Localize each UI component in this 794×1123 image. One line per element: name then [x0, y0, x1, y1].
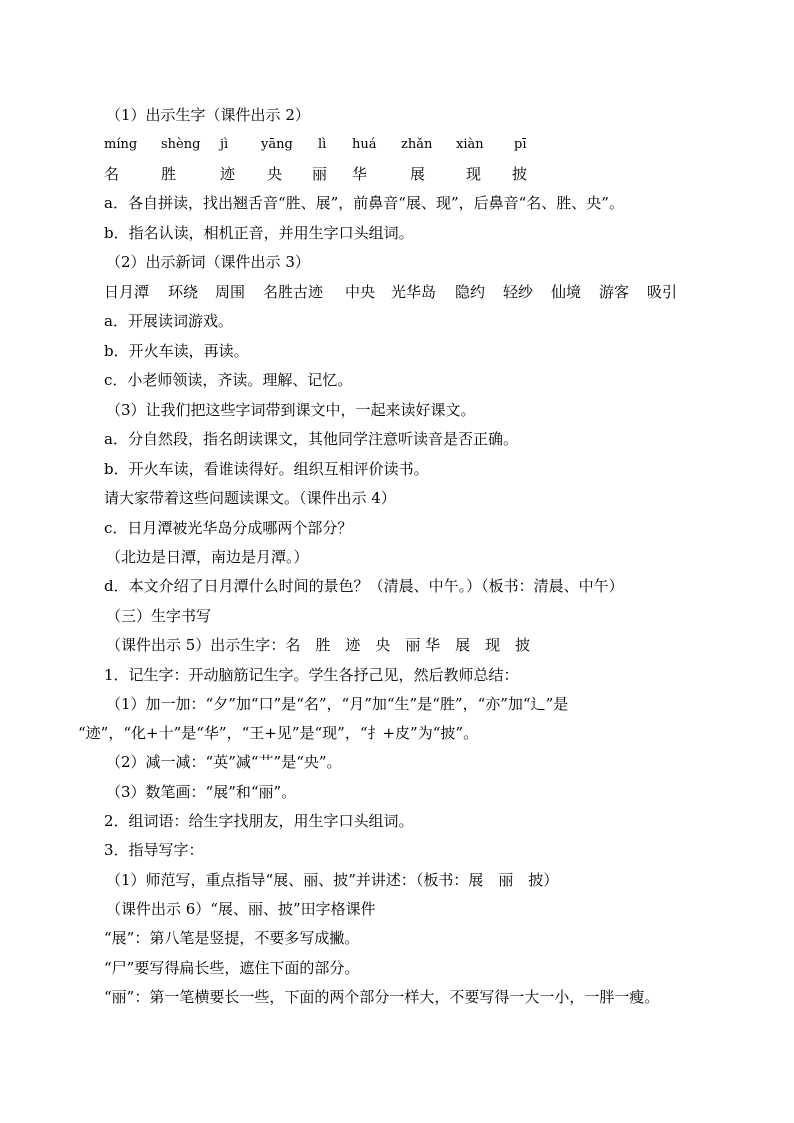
text-line: c．日月潭被光华岛分成哪两个部分？ [104, 519, 353, 537]
text-line: c．小老师领读，齐读。理解、记忆。 [104, 371, 353, 389]
text-line: （2）减一减：“英”减“艹”是“央”。 [106, 753, 342, 771]
character-item: 华 [352, 165, 368, 183]
pinyin-item: huá [352, 137, 377, 152]
text-line: b．开火车读，再读。 [104, 342, 249, 360]
word-item: 名胜古迹 [263, 283, 324, 301]
character-item: 名 [104, 165, 120, 183]
text-line: （1）师范写，重点指导“展、丽、披”并讲述：（板书：展 丽 披） [106, 871, 559, 889]
word-item: 吸引 [647, 283, 678, 301]
pinyin-item: míng [104, 137, 138, 152]
pinyin-item: xiàn [456, 137, 484, 152]
pinyin-item: pī [514, 137, 527, 152]
pinyin-item: yāng [261, 137, 293, 152]
word-item: 隐约 [455, 283, 486, 301]
text-line: （1）加一加：“夕”加“口”是“名”，“月”加“生”是“胜”，“亦”加“辶”是 [106, 695, 569, 713]
text-line: 请大家带着这些问题读课文。（课件出示 4） [104, 489, 396, 507]
word-item: 日月潭 [104, 283, 150, 301]
text-line: “展”：第八笔是竖提，不要多写成撇。 [104, 929, 360, 947]
text-line: 3．指导写字： [104, 841, 204, 859]
text-line: “迹”，“化+十”是“华”，“王+见”是“现”，“扌+皮”为“披”。 [78, 724, 479, 742]
word-item: 周围 [215, 283, 246, 301]
text-line: b．开火车读，看谁读得好。组织互相评价读书。 [104, 460, 429, 478]
text-line: b．指名认读，相机正音，并用生字口头组词。 [104, 224, 414, 242]
word-item: 仙境 [551, 283, 582, 301]
text-line: d．本文介绍了日月潭什么时间的景色？（清晨、中午。）（板书：清晨、中午） [104, 577, 624, 595]
word-item: 中央 [345, 283, 376, 301]
character-item: 丽 [312, 165, 328, 183]
pinyin-item: shèng [161, 137, 201, 152]
text-line: a．分自然段，指名朗读课文，其他同学注意听读音是否正确。 [104, 430, 518, 448]
character-item: 胜 [161, 165, 177, 183]
word-item: 游客 [599, 283, 630, 301]
word-item: 轻纱 [503, 283, 534, 301]
text-line: 2．组词语：给生字找朋友，用生字口头组词。 [104, 812, 414, 830]
text-line: a．开展读词游戏。 [104, 312, 233, 330]
text-line: （课件出示 5）出示生字：名 胜 迹 央 丽 华 展 现 披 [106, 636, 531, 654]
text-line: （北边是日潭，南边是月潭。） [106, 548, 309, 566]
section-heading-show-characters: （1）出示生字（课件出示 2） [106, 106, 310, 124]
character-item: 迹 [220, 165, 236, 183]
text-line: （课件出示 6）“展、丽、披”田字格课件 [106, 900, 376, 918]
word-item: 环绕 [168, 283, 199, 301]
character-item: 展 [410, 165, 426, 183]
text-line: （3）让我们把这些字词带到课文中，一起来读好课文。 [106, 401, 476, 419]
word-item: 光华岛 [391, 283, 437, 301]
section-heading-writing: （三）生字书写 [106, 607, 212, 625]
text-line: （3）数笔画：“展”和“丽”。 [106, 783, 297, 801]
text-line: “尸”要写得扁长些，遮住下面的部分。 [104, 959, 360, 977]
pinyin-item: zhǎn [401, 137, 433, 152]
text-line: “丽”：第一笔横要长一些，下面的两个部分一样大，不要写得一大一小，一胖一瘦。 [104, 988, 660, 1006]
section-heading-new-words: （2）出示新词（课件出示 3） [106, 253, 310, 271]
text-line: a．各自拼读，找出翘舌音“胜、展”，前鼻音“展、现”，后鼻音“名、胜、央”。 [104, 194, 624, 212]
character-item: 披 [512, 165, 528, 183]
text-line: 1．记生字：开动脑筋记生字。学生各抒己见，然后教师总结： [104, 666, 519, 684]
character-item: 央 [267, 165, 283, 183]
pinyin-item: jì [220, 137, 229, 152]
pinyin-item: lì [318, 137, 327, 152]
character-item: 现 [466, 165, 482, 183]
